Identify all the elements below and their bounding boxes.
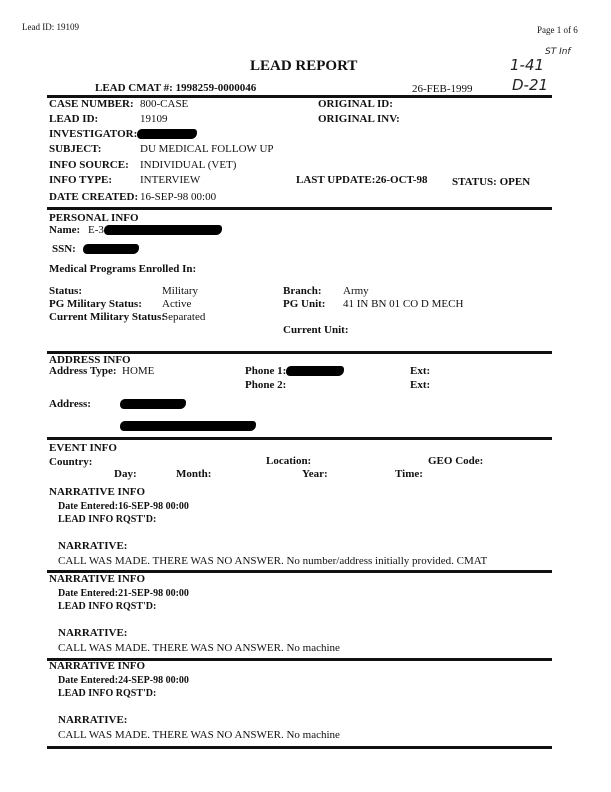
handwritten-note-sup: ST Inf [545, 47, 571, 57]
pg-status-label: PG Military Status: [49, 298, 142, 310]
mil-status: Military [162, 285, 199, 297]
name-prefix: E-3 [88, 224, 104, 236]
case-number: 800-CASE [140, 98, 189, 110]
lead-id: 19109 [140, 113, 168, 125]
narrative-label: NARRATIVE: [58, 714, 128, 726]
country-label: Country: [49, 456, 93, 468]
narrative-date: Date Entered:16-SEP-98 00:00 [58, 501, 189, 512]
narrative-rqst: LEAD INFO RQST'D: [58, 601, 157, 612]
branch-label: Branch: [283, 285, 322, 297]
handwritten-note-2: D-21 [512, 76, 549, 94]
redaction [137, 129, 197, 139]
header-lead-id: Lead ID: 19109 [22, 22, 79, 32]
narrative-text: CALL WAS MADE. THERE WAS NO ANSWER. No machine [58, 642, 340, 654]
time-label: Time: [395, 468, 423, 480]
subject-label: SUBJECT: [49, 143, 102, 155]
address-label: Address: [49, 398, 91, 410]
address-type-label: Address Type: [49, 365, 117, 377]
narrative-date: Date Entered:21-SEP-98 00:00 [58, 588, 189, 599]
page-title: LEAD REPORT [250, 58, 358, 74]
info-type: INTERVIEW [140, 174, 201, 186]
narrative-date: Date Entered:24-SEP-98 00:00 [58, 675, 189, 686]
date-created-label: DATE CREATED: [49, 191, 139, 203]
phone2-label: Phone 2: [245, 379, 287, 391]
phone1-label: Phone 1: [245, 365, 287, 377]
subject: DU MEDICAL FOLLOW UP [140, 143, 274, 155]
pg-unit-label: PG Unit: [283, 298, 326, 310]
divider [47, 746, 552, 749]
status: STATUS: OPEN [452, 176, 531, 188]
ssn-label: SSN: [52, 243, 76, 255]
narrative-label: NARRATIVE: [58, 540, 128, 552]
narrative-text: CALL WAS MADE. THERE WAS NO ANSWER. No machine [58, 729, 340, 741]
current-unit-label: Current Unit: [283, 324, 349, 336]
ext1-label: Ext: [410, 365, 431, 377]
narrative-label: NARRATIVE: [58, 627, 128, 639]
narrative-rqst: LEAD INFO RQST'D: [58, 514, 157, 525]
divider [47, 437, 552, 440]
investigator-label: INVESTIGATOR: [49, 128, 138, 140]
year-label: Year: [302, 468, 328, 480]
redaction [104, 225, 222, 235]
month-label: Month: [176, 468, 212, 480]
name-label: Name: [49, 224, 81, 236]
current-status: Separated [162, 311, 206, 323]
redaction [83, 244, 139, 254]
info-type-label: INFO TYPE: [49, 174, 113, 186]
narrative-heading: NARRATIVE INFO [49, 486, 146, 498]
narrative-rqst: LEAD INFO RQST'D: [58, 688, 157, 699]
status-label: Status: [49, 285, 83, 297]
address-type: HOME [122, 365, 155, 377]
current-status-label: Current Military Status: [49, 311, 165, 323]
ext2-label: Ext: [410, 379, 431, 391]
pg-unit: 41 IN BN 01 CO D MECH [343, 298, 464, 310]
personal-info-heading: PERSONAL INFO [49, 212, 139, 224]
lead-cmat: LEAD CMAT #: 1998259-0000046 [95, 82, 257, 94]
branch: Army [343, 285, 369, 297]
redaction [120, 399, 186, 409]
info-source-label: INFO SOURCE: [49, 159, 129, 171]
original-id-label: ORIGINAL ID: [318, 98, 393, 110]
date-created: 16-SEP-98 00:00 [140, 191, 217, 203]
narrative-heading: NARRATIVE INFO [49, 573, 146, 585]
info-source: INDIVIDUAL (VET) [140, 159, 237, 171]
event-info-heading: EVENT INFO [49, 442, 117, 454]
lead-id-label: LEAD ID: [49, 113, 99, 125]
medical-programs-label: Medical Programs Enrolled In: [49, 263, 197, 275]
geo-code-label: GEO Code: [428, 455, 484, 467]
redaction [120, 421, 256, 431]
redaction [286, 366, 344, 376]
narrative-text: CALL WAS MADE. THERE WAS NO ANSWER. No number/address initially provided. CMAT [58, 555, 488, 567]
report-date: 26-FEB-1999 [412, 83, 473, 95]
page-number: Page 1 of 6 [537, 25, 578, 35]
narrative-heading: NARRATIVE INFO [49, 660, 146, 672]
pg-status: Active [162, 298, 192, 310]
address-info-heading: ADDRESS INFO [49, 354, 131, 366]
day-label: Day: [114, 468, 137, 480]
divider [47, 207, 552, 210]
original-inv-label: ORIGINAL INV: [318, 113, 400, 125]
handwritten-note: 1-41 [510, 56, 545, 74]
last-update: LAST UPDATE:26-OCT-98 [296, 174, 428, 186]
case-number-label: CASE NUMBER: [49, 98, 134, 110]
location-label: Location: [266, 455, 312, 467]
